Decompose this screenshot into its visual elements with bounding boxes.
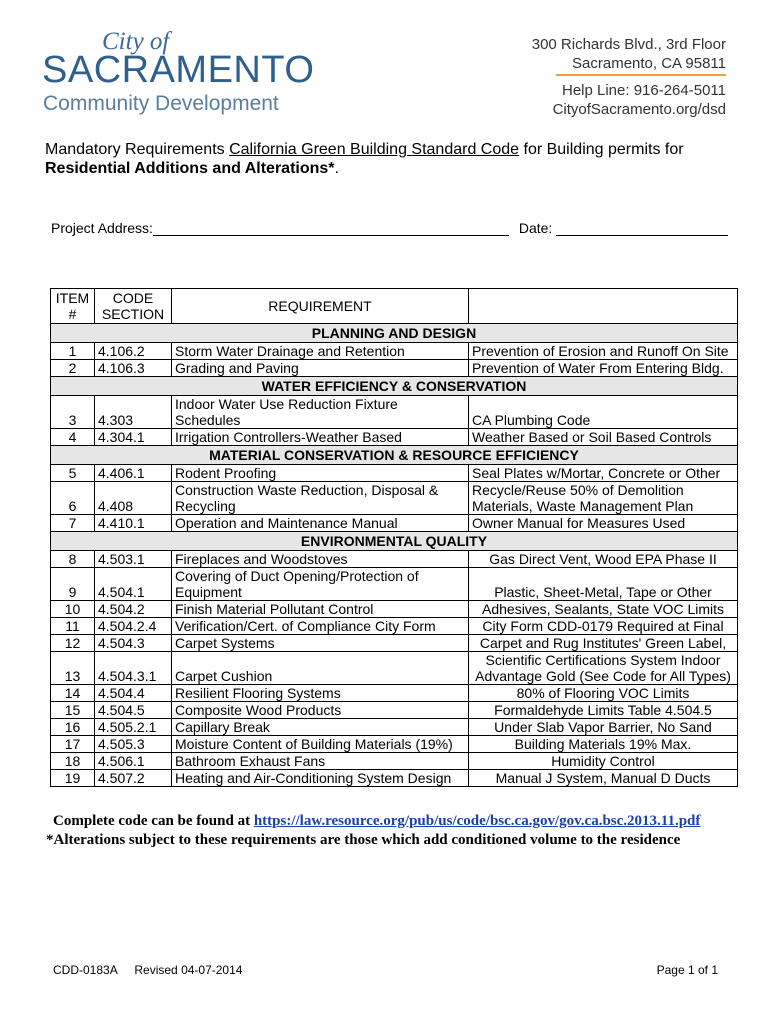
table-header-row bbox=[51, 289, 738, 324]
subtitle-period: . bbox=[334, 160, 339, 177]
row-notes: Humidity Control bbox=[469, 753, 738, 770]
row-notes: City Form CDD-0179 Required at Final bbox=[469, 618, 738, 635]
row-notes: Gas Direct Vent, Wood EPA Phase II bbox=[469, 551, 738, 568]
row-code-section: 4.505.2.1 bbox=[95, 719, 172, 736]
section-title: PLANNING AND DESIGN bbox=[51, 324, 738, 343]
row-requirement: Carpet Systems bbox=[172, 635, 469, 652]
project-form-row bbox=[51, 220, 728, 236]
row-requirement: Indoor Water Use Reduction Fixture Schedules bbox=[172, 396, 469, 429]
row-requirement: Construction Waste Reduction, Disposal & Recycling bbox=[172, 482, 469, 515]
footer-page-number: Page 1 of 1 bbox=[656, 963, 718, 977]
project-address-field[interactable] bbox=[153, 221, 509, 236]
row-requirement: Resilient Flooring Systems bbox=[172, 685, 469, 702]
title-code-name: California Green Building Standard Code bbox=[229, 141, 520, 158]
table-row bbox=[51, 568, 738, 601]
row-item-number: 12 bbox=[51, 635, 95, 652]
table-row bbox=[51, 753, 738, 770]
table-row bbox=[51, 482, 738, 515]
row-requirement: Finish Material Pollutant Control bbox=[172, 601, 469, 618]
row-requirement: Fireplaces and Woodstoves bbox=[172, 551, 469, 568]
logo-sacramento: SACRAMENTO bbox=[42, 49, 315, 91]
table-row bbox=[51, 465, 738, 482]
subtitle-text: Residential Additions and Alterations* bbox=[45, 160, 335, 177]
help-line: Help Line: 916-264-5011 bbox=[561, 82, 726, 99]
footer-form-info bbox=[53, 963, 242, 977]
table-row bbox=[51, 396, 738, 429]
table-row bbox=[51, 618, 738, 635]
row-notes: Recycle/Reuse 50% of Demolition Materials, Waste Management Plan bbox=[469, 482, 738, 515]
header-code-section: CODE SECTION bbox=[95, 289, 172, 324]
row-code-section: 4.408 bbox=[95, 482, 172, 515]
row-notes: Prevention of Water From Entering Bldg. bbox=[469, 360, 738, 377]
row-item-number: 9 bbox=[51, 568, 95, 601]
row-notes: Plastic, Sheet-Metal, Tape or Other bbox=[469, 568, 738, 601]
row-notes: Scientific Certifications System Indoor Advantage Gold (See Code for All Types) bbox=[469, 652, 738, 685]
row-item-number: 7 bbox=[51, 515, 95, 532]
row-notes: Owner Manual for Measures Used bbox=[469, 515, 738, 532]
page-title bbox=[45, 141, 684, 159]
row-code-section: 4.504.2.4 bbox=[95, 618, 172, 635]
complete-code-note bbox=[53, 813, 700, 830]
section-header-row bbox=[51, 377, 738, 396]
address-line-1: 300 Richards Blvd., 3rd Floor bbox=[531, 36, 726, 53]
header-requirement: REQUIREMENT bbox=[172, 289, 469, 324]
row-code-section: 4.505.3 bbox=[95, 736, 172, 753]
row-notes: Under Slab Vapor Barrier, No Sand bbox=[469, 719, 738, 736]
row-requirement: Capillary Break bbox=[172, 719, 469, 736]
row-code-section: 4.304.1 bbox=[95, 429, 172, 446]
row-item-number: 15 bbox=[51, 702, 95, 719]
row-notes: CA Plumbing Code bbox=[469, 396, 738, 429]
header-item: ITEM # bbox=[51, 289, 95, 324]
row-item-number: 8 bbox=[51, 551, 95, 568]
table-row bbox=[51, 360, 738, 377]
logo-department: Community Development bbox=[43, 92, 279, 115]
row-requirement: Irrigation Controllers-Weather Based bbox=[172, 429, 469, 446]
row-requirement: Covering of Duct Opening/Protection of Equipment bbox=[172, 568, 469, 601]
row-notes: Seal Plates w/Mortar, Concrete or Other bbox=[469, 465, 738, 482]
row-code-section: 4.504.3 bbox=[95, 635, 172, 652]
table-row bbox=[51, 635, 738, 652]
table-row bbox=[51, 429, 738, 446]
complete-code-link[interactable]: https://law.resource.org/pub/us/code/bsc.ca.gov/gov.ca.bsc.2013.11.pdf bbox=[253, 813, 701, 829]
row-notes: 80% of Flooring VOC Limits bbox=[469, 685, 738, 702]
row-item-number: 16 bbox=[51, 719, 95, 736]
row-notes: Weather Based or Soil Based Controls bbox=[469, 429, 738, 446]
row-code-section: 4.504.5 bbox=[95, 702, 172, 719]
row-requirement: Heating and Air-Conditioning System Design bbox=[172, 770, 469, 787]
row-code-section: 4.504.2 bbox=[95, 601, 172, 618]
complete-code-prefix: Complete code can be found at bbox=[53, 813, 254, 829]
table-row bbox=[51, 515, 738, 532]
row-code-section: 4.504.4 bbox=[95, 685, 172, 702]
row-notes: Formaldehyde Limits Table 4.504.5 bbox=[469, 702, 738, 719]
row-code-section: 4.106.2 bbox=[95, 343, 172, 360]
date-field[interactable] bbox=[556, 221, 728, 236]
requirements-table bbox=[50, 288, 738, 787]
row-code-section: 4.506.1 bbox=[95, 753, 172, 770]
table-row bbox=[51, 601, 738, 618]
row-notes: Building Materials 19% Max. bbox=[469, 736, 738, 753]
row-item-number: 11 bbox=[51, 618, 95, 635]
row-requirement: Carpet Cushion bbox=[172, 652, 469, 685]
row-requirement: Storm Water Drainage and Retention bbox=[172, 343, 469, 360]
section-title: ENVIRONMENTAL QUALITY bbox=[51, 532, 738, 551]
row-code-section: 4.504.3.1 bbox=[95, 652, 172, 685]
section-header-row bbox=[51, 532, 738, 551]
row-code-section: 4.503.1 bbox=[95, 551, 172, 568]
table-row bbox=[51, 719, 738, 736]
row-requirement: Grading and Paving bbox=[172, 360, 469, 377]
section-title: WATER EFFICIENCY & CONSERVATION bbox=[51, 377, 738, 396]
table-row bbox=[51, 343, 738, 360]
row-item-number: 2 bbox=[51, 360, 95, 377]
table-row bbox=[51, 736, 738, 753]
row-requirement: Moisture Content of Building Materials (19%) bbox=[172, 736, 469, 753]
row-code-section: 4.406.1 bbox=[95, 465, 172, 482]
row-code-section: 4.504.1 bbox=[95, 568, 172, 601]
row-item-number: 4 bbox=[51, 429, 95, 446]
alterations-note: *Alterations subject to these requirements are those which add conditioned volume to the residence bbox=[46, 832, 681, 848]
header-divider bbox=[556, 74, 726, 76]
logo-city-text: City of bbox=[102, 28, 170, 55]
row-code-section: 4.106.3 bbox=[95, 360, 172, 377]
row-item-number: 14 bbox=[51, 685, 95, 702]
page-subtitle bbox=[45, 160, 339, 178]
table-row bbox=[51, 685, 738, 702]
title-prefix: Mandatory Requirements bbox=[45, 141, 230, 158]
row-code-section: 4.507.2 bbox=[95, 770, 172, 787]
title-suffix: for Building permits for bbox=[519, 141, 684, 158]
row-notes: Manual J System, Manual D Ducts bbox=[469, 770, 738, 787]
website[interactable]: CityofSacramento.org/dsd bbox=[552, 101, 726, 118]
table-row bbox=[51, 770, 738, 787]
row-item-number: 1 bbox=[51, 343, 95, 360]
footer-revised: Revised 04-07-2014 bbox=[134, 963, 243, 977]
project-address-label: Project Address: bbox=[51, 220, 153, 236]
row-code-section: 4.410.1 bbox=[95, 515, 172, 532]
row-item-number: 5 bbox=[51, 465, 95, 482]
section-header-row bbox=[51, 324, 738, 343]
row-item-number: 13 bbox=[51, 652, 95, 685]
row-item-number: 3 bbox=[51, 396, 95, 429]
row-item-number: 17 bbox=[51, 736, 95, 753]
row-requirement: Operation and Maintenance Manual bbox=[172, 515, 469, 532]
address-line-2: Sacramento, CA 95811 bbox=[572, 55, 726, 72]
row-item-number: 10 bbox=[51, 601, 95, 618]
row-notes: Carpet and Rug Institutes' Green Label, bbox=[469, 635, 738, 652]
row-item-number: 19 bbox=[51, 770, 95, 787]
row-requirement: Rodent Proofing bbox=[172, 465, 469, 482]
row-requirement: Bathroom Exhaust Fans bbox=[172, 753, 469, 770]
table-row bbox=[51, 551, 738, 568]
row-requirement: Composite Wood Products bbox=[172, 702, 469, 719]
table-row bbox=[51, 702, 738, 719]
table-row bbox=[51, 652, 738, 685]
date-label: Date: bbox=[518, 220, 553, 236]
row-notes: Adhesives, Sealants, State VOC Limits bbox=[469, 601, 738, 618]
row-code-section: 4.303 bbox=[95, 396, 172, 429]
row-item-number: 6 bbox=[51, 482, 95, 515]
footer-form-id: CDD-0183A bbox=[53, 963, 118, 977]
section-header-row bbox=[51, 446, 738, 465]
row-requirement: Verification/Cert. of Compliance City Form bbox=[172, 618, 469, 635]
row-item-number: 18 bbox=[51, 753, 95, 770]
row-notes: Prevention of Erosion and Runoff On Site bbox=[469, 343, 738, 360]
section-title: MATERIAL CONSERVATION & RESOURCE EFFICIENCY bbox=[51, 446, 738, 465]
header-notes bbox=[469, 289, 738, 324]
